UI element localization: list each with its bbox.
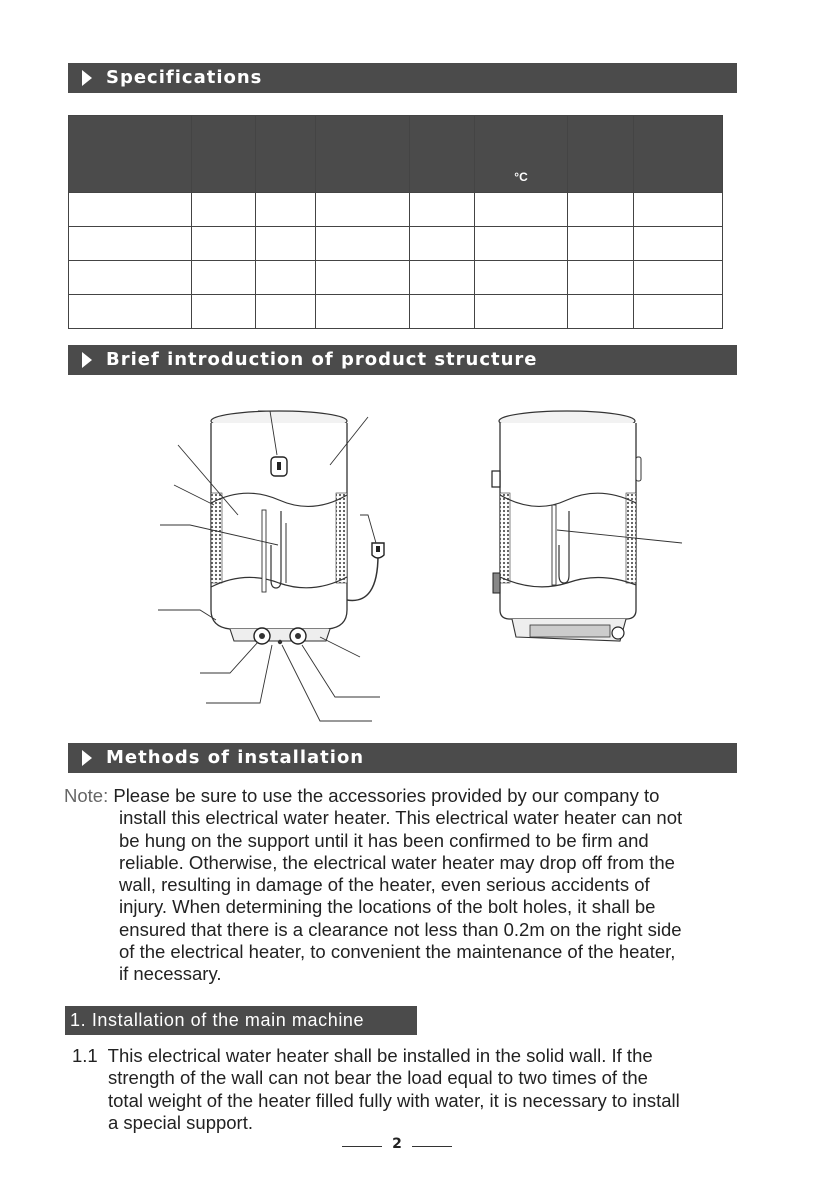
front-view-heater xyxy=(158,411,384,721)
table-cell xyxy=(316,261,410,295)
table-cell xyxy=(475,227,568,261)
table-cell xyxy=(192,227,256,261)
specifications-title: Specifications xyxy=(106,67,263,88)
table-cell xyxy=(316,295,410,329)
table-header-cell xyxy=(256,116,316,193)
table-row xyxy=(69,193,723,227)
triangle-bullet-icon xyxy=(82,352,92,368)
table-cell xyxy=(410,193,475,227)
note-line: ensured that there is a clearance not less than 0.2m on the right side xyxy=(119,918,682,940)
specifications-table xyxy=(68,115,723,329)
table-cell xyxy=(192,261,256,295)
table-cell xyxy=(69,227,192,261)
note-line: wall, resulting in damage of the heater, even serious accidents of xyxy=(119,874,650,896)
triangle-bullet-icon xyxy=(82,70,92,86)
table-header-cell xyxy=(69,116,192,193)
triangle-bullet-icon xyxy=(82,750,92,766)
paragraph-line: total weight of the heater filled fully with water, it is necessary to install xyxy=(108,1089,680,1111)
table-cell xyxy=(410,295,475,329)
table-header-cell xyxy=(316,116,410,193)
table-cell xyxy=(256,227,316,261)
note-line: injury. When determining the locations of the bolt holes, it shall be xyxy=(119,896,656,918)
table-cell xyxy=(69,193,192,227)
note-first-line: Please be sure to use the accessories provided by our company to xyxy=(113,785,660,806)
table-cell xyxy=(410,227,475,261)
installation-heading xyxy=(68,743,737,773)
specifications-heading xyxy=(68,63,737,93)
table-cell xyxy=(256,261,316,295)
table-cell xyxy=(410,261,475,295)
page-number-text: 2 xyxy=(392,1136,402,1152)
page-number xyxy=(342,1136,452,1156)
paragraph-line: a special support. xyxy=(108,1111,254,1133)
table-row xyxy=(69,261,723,295)
table-header-cell xyxy=(568,116,634,193)
note-line: be hung on the support until it has been confirmed to be firm and xyxy=(119,829,649,851)
table-cell xyxy=(475,193,568,227)
table-cell xyxy=(69,295,192,329)
table-cell xyxy=(192,295,256,329)
table-cell xyxy=(256,295,316,329)
table-cell xyxy=(568,227,634,261)
table-cell xyxy=(69,261,192,295)
installation-note xyxy=(64,785,744,986)
table-cell xyxy=(634,295,723,329)
table-header-cell xyxy=(634,116,723,193)
table-row xyxy=(69,227,723,261)
table-cell xyxy=(568,193,634,227)
note-label: Note: xyxy=(64,785,109,806)
table-cell xyxy=(192,193,256,227)
table-cell xyxy=(316,227,410,261)
note-line: install this electrical water heater. This electrical water heater can not xyxy=(119,807,683,829)
page-number-rule-right xyxy=(412,1146,452,1147)
table-cell xyxy=(256,193,316,227)
paragraph-first-line: 1.1 This electrical water heater shall be installed in the solid wall. If the xyxy=(72,1045,653,1066)
note-line: of the electrical heater, to convenient the maintenance of the heater, xyxy=(119,941,676,963)
table-header-cell xyxy=(192,116,256,193)
table-cell xyxy=(634,227,723,261)
table-header-row xyxy=(69,116,723,193)
installation-paragraph xyxy=(72,1045,742,1134)
table-cell xyxy=(634,261,723,295)
structure-heading xyxy=(68,345,737,375)
table-cell xyxy=(634,193,723,227)
table-cell xyxy=(568,295,634,329)
note-line: reliable. Otherwise, the electrical water heater may drop off from the xyxy=(119,851,675,873)
temperature-unit: °C xyxy=(514,170,528,184)
installation-title: Methods of installation xyxy=(106,747,365,768)
paragraph-line: strength of the wall can not bear the load equal to two times of the xyxy=(108,1067,648,1089)
table-row xyxy=(69,295,723,329)
table-cell xyxy=(568,261,634,295)
table-header-cell xyxy=(410,116,475,193)
structure-title: Brief introduction of product structure xyxy=(106,349,538,370)
product-structure-diagram xyxy=(150,405,690,730)
table-cell xyxy=(475,261,568,295)
side-view-heater xyxy=(492,411,682,641)
table-header-cell xyxy=(475,116,568,193)
table-cell xyxy=(316,193,410,227)
subsection-heading: 1. Installation of the main machine xyxy=(65,1006,417,1035)
note-line: if necessary. xyxy=(119,963,222,985)
page-number-rule-left xyxy=(342,1146,382,1147)
table-cell xyxy=(475,295,568,329)
